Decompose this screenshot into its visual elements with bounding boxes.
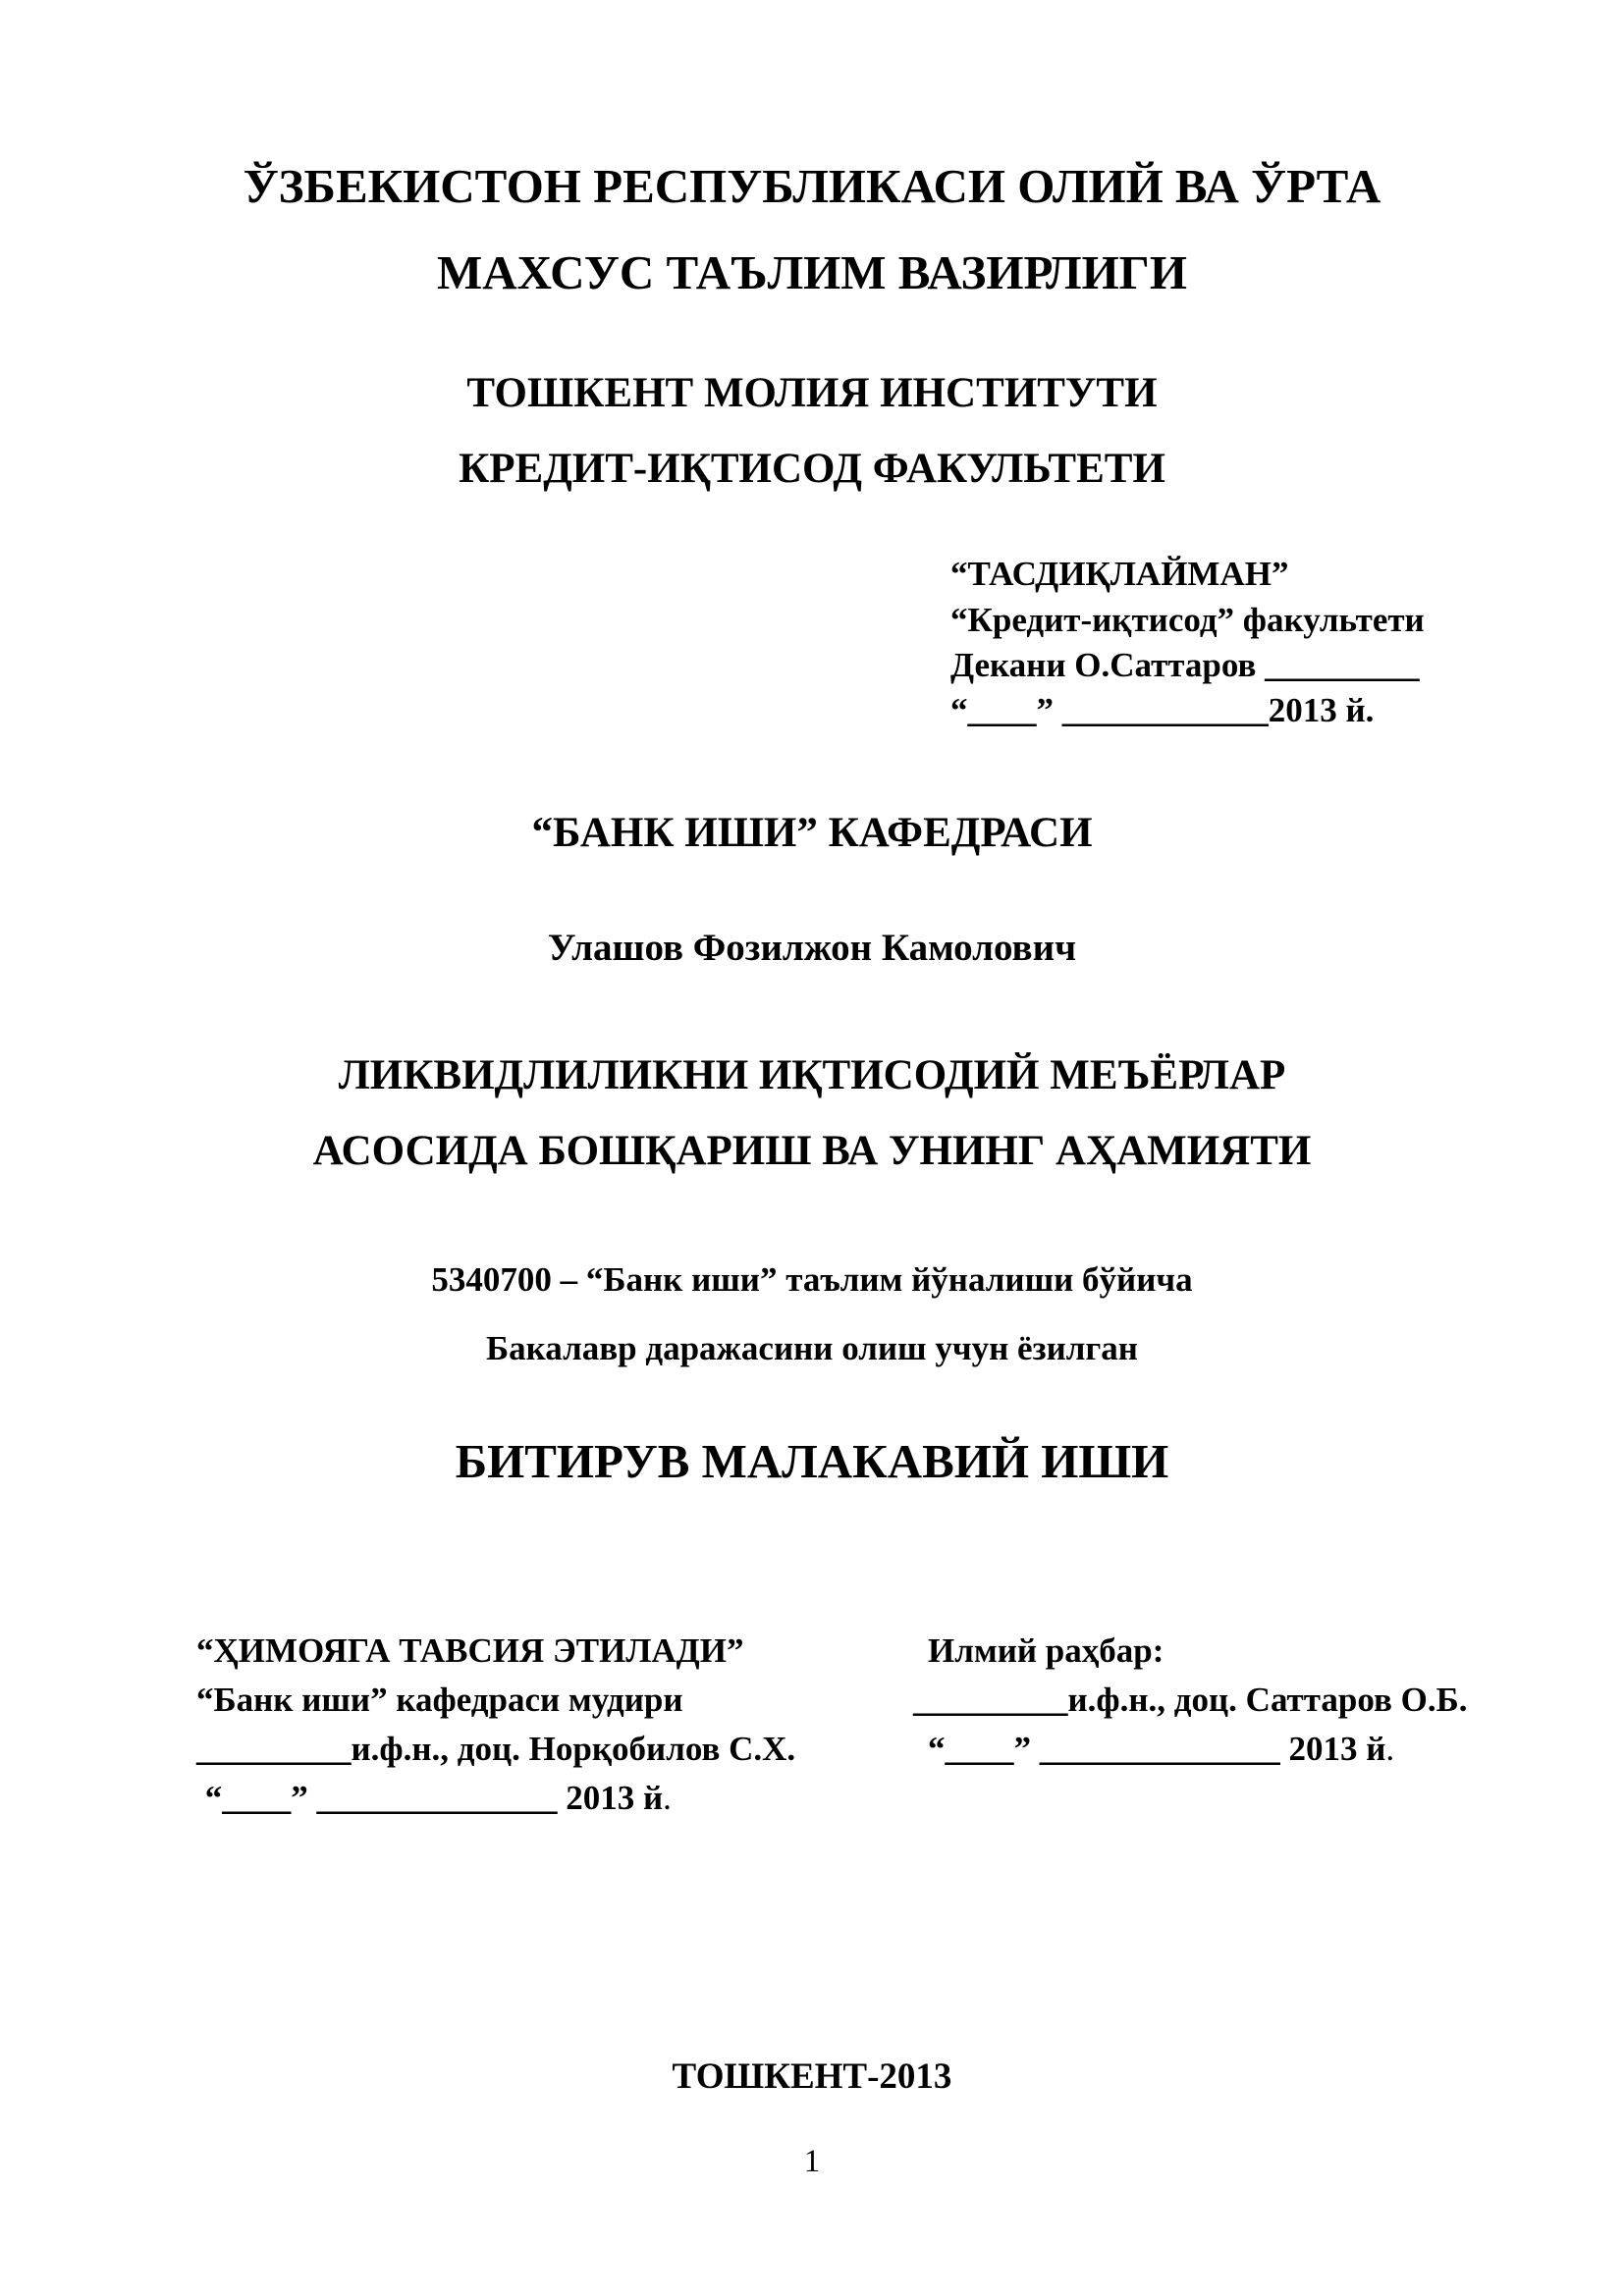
institute-name: ТОШКЕНТ МОЛИЯ ИНСТИТУТИ	[466, 370, 1158, 416]
department-head-date-text: “____” ______________ 2013 й	[196, 1779, 664, 1817]
approval-date: “____” ____________2013 й.	[950, 691, 1375, 729]
author-name: Улашов Фозилжон Камолович	[547, 927, 1077, 969]
faculty-name: КРЕДИТ-ИҚТИСОД ФАКУЛЬТЕТИ	[459, 446, 1165, 492]
approval-dean: Декани О.Саттаров _________	[950, 646, 1420, 684]
supervisor-title: Илмий раҳбар:	[928, 1631, 1164, 1670]
city-year: ТОШКЕНТ-2013	[672, 2056, 952, 2097]
specialty-line-1: 5340700 – “Банк иши” таълим йўналиши бўйича	[431, 1260, 1193, 1299]
topic-line-1: ЛИКВИДЛИЛИКНИ ИҚТИСОДИЙ МЕЪЁРЛАР	[338, 1052, 1286, 1098]
approval-faculty: “Кредит-иқтисод” факультети	[950, 601, 1425, 639]
page-number: 1	[803, 2144, 821, 2179]
supervisor-date-text: “____” ______________ 2013 й	[928, 1730, 1386, 1768]
department-head-signature: _________и.ф.н., доц. Норқобилов С.Х.	[196, 1730, 796, 1768]
specialty-line-2: Бакалавр даражасини олиш учун ёзилган	[486, 1329, 1138, 1367]
ministry-line-2: МАХСУС ТАЪЛИМ ВАЗИРЛИГИ	[437, 245, 1187, 299]
approval-title: “ТАСДИҚЛАЙМАН”	[950, 555, 1289, 593]
department-head-date-period: .	[663, 1779, 672, 1817]
supervisor-date	[928, 1732, 1394, 1766]
supervisor-signature: _________и.ф.н., доц. Саттаров О.Б.	[913, 1681, 1468, 1719]
supervisor-date-period: .	[1385, 1730, 1395, 1768]
topic-line-2: АСОСИДА БОШҚАРИШ ВА УНИНГ АҲАМИЯТИ	[312, 1128, 1312, 1174]
department-head-label: “Банк иши” кафедраси мудири	[196, 1681, 683, 1719]
work-type: БИТИРУВ МАЛАКАВИЙ ИШИ	[455, 1434, 1169, 1488]
department-head-date	[196, 1781, 672, 1815]
department-name: “БАНК ИШИ” КАФЕДРАСИ	[531, 810, 1093, 856]
ministry-line-1: ЎЗБЕКИСТОН РЕСПУБЛИКАСИ ОЛИЙ ВА ЎРТА	[243, 159, 1381, 213]
recommendation-title: “ҲИМОЯГА ТАВСИЯ ЭТИЛАДИ”	[196, 1631, 744, 1670]
